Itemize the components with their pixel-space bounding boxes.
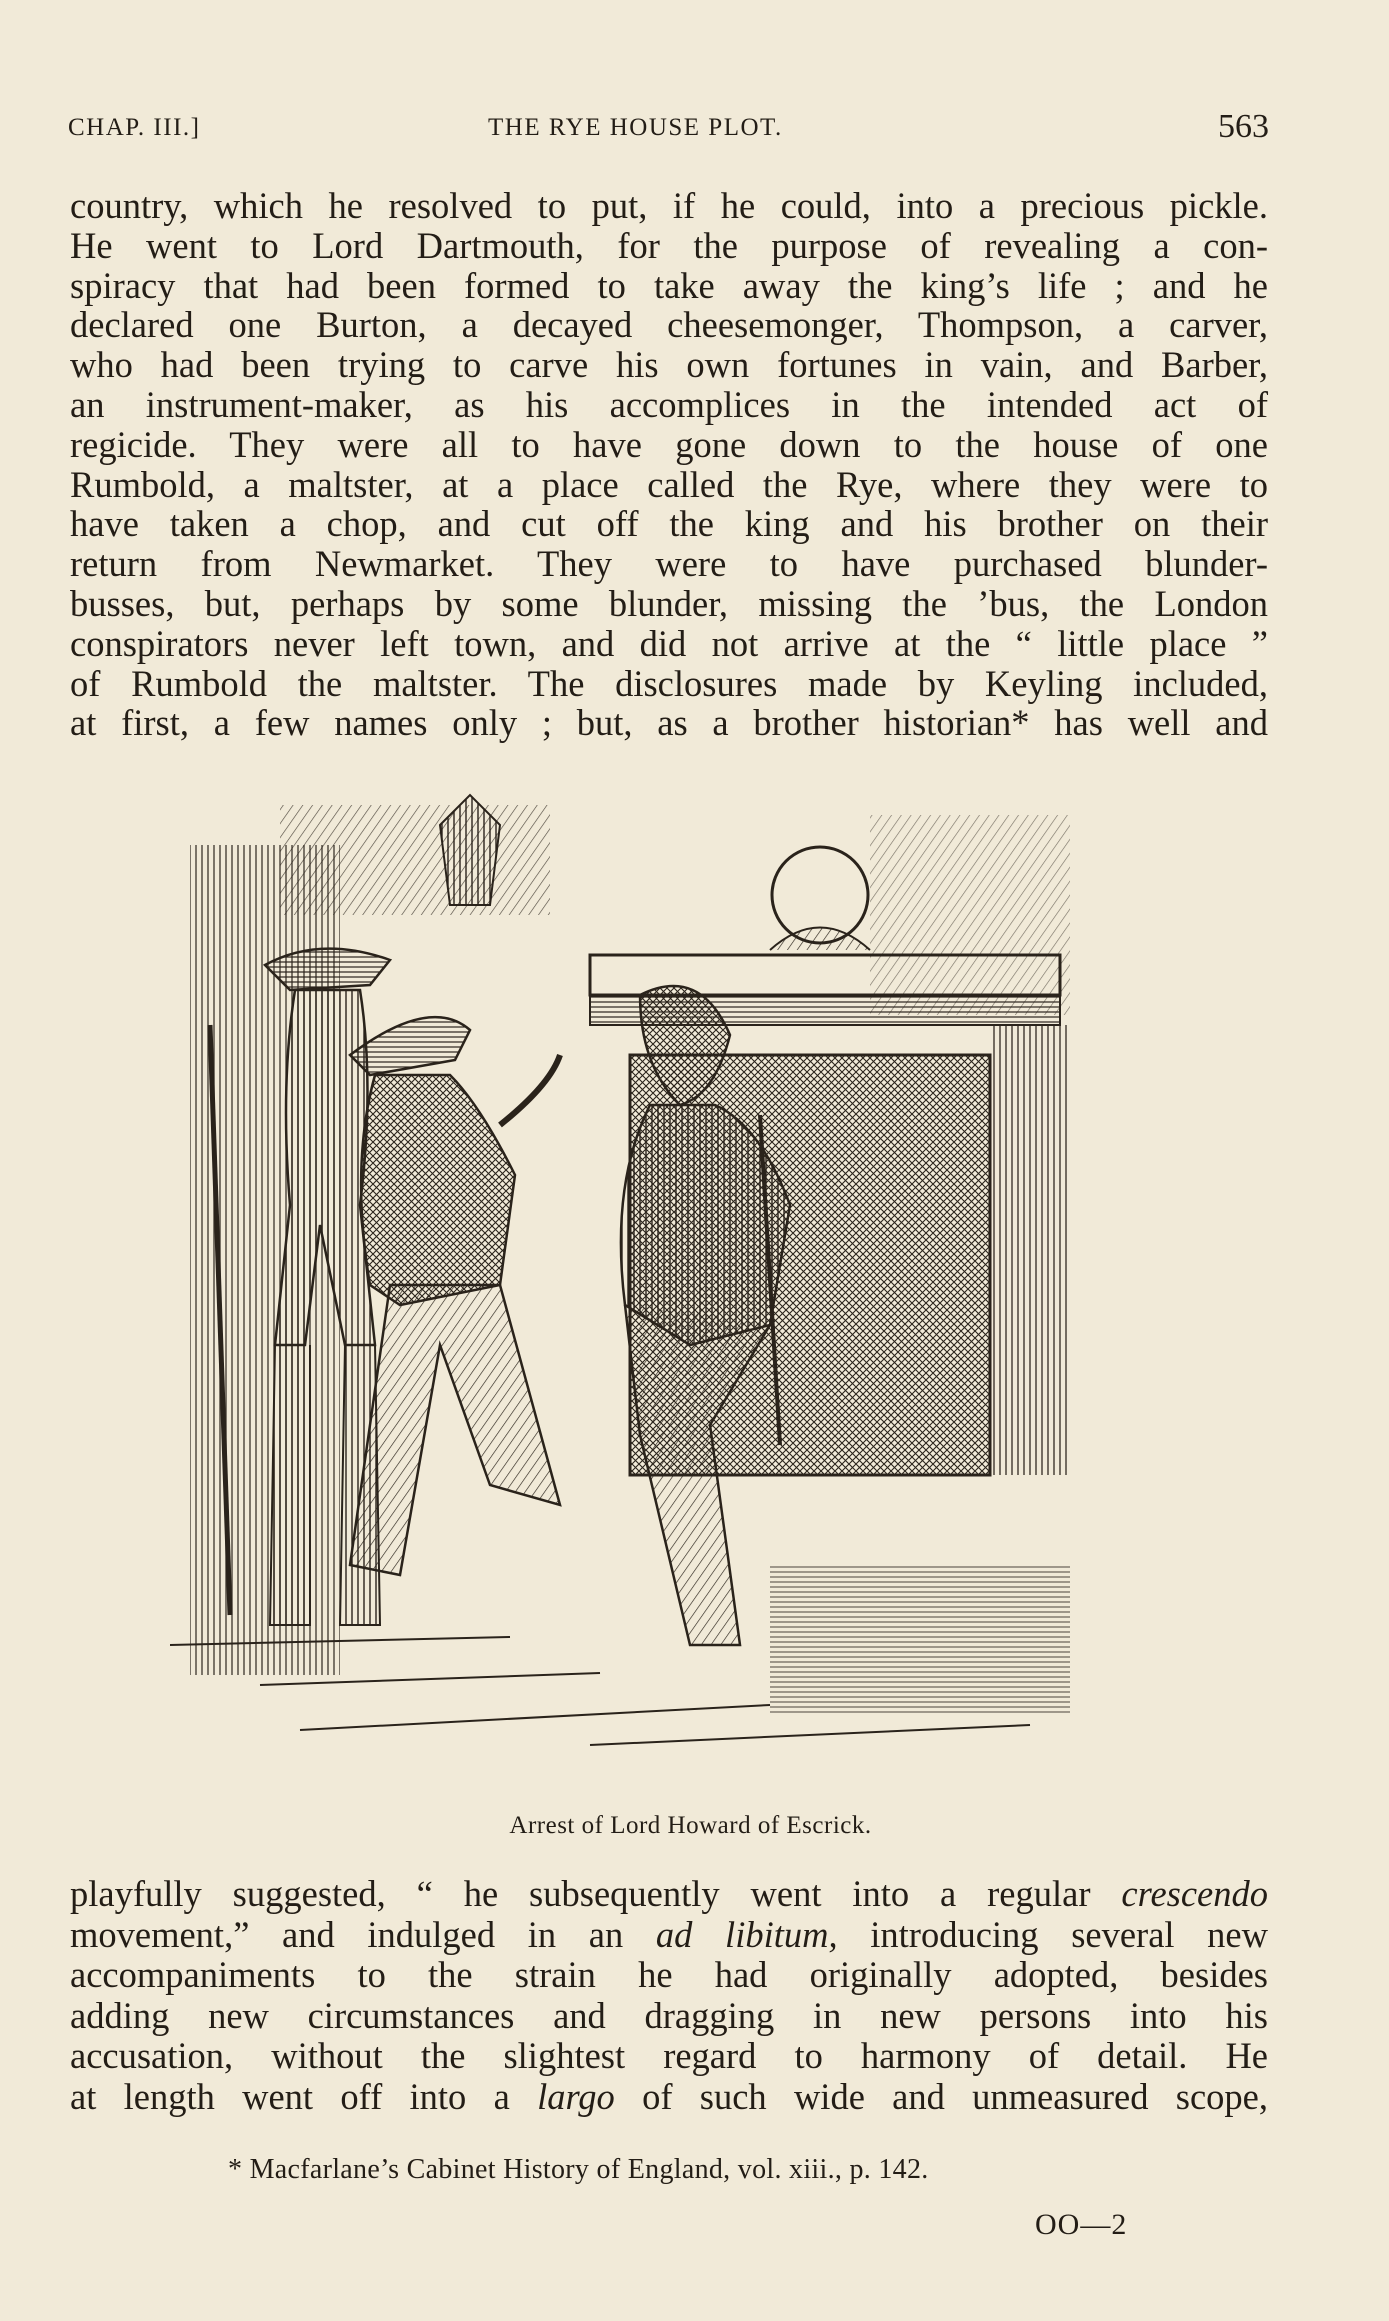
running-title: THE RYE HOUSE PLOT. bbox=[488, 114, 783, 141]
text-line: at first, a few names only ; but, as a brother historian* has well and bbox=[70, 702, 1268, 744]
chapter-label: CHAP. III.] bbox=[68, 114, 201, 141]
paragraph-bottom bbox=[70, 1874, 1268, 2117]
text-line: spiracy that had been formed to take away the king’s life ; and he bbox=[70, 264, 1268, 306]
text-line: regicide. They were all to have gone down to the house of one bbox=[70, 423, 1268, 465]
text-line bbox=[70, 2077, 1268, 2118]
text-line bbox=[70, 1874, 1268, 1915]
italic-term: ad libitum, bbox=[655, 1913, 838, 1955]
text-line: conspirators never left town, and did not arrive at the “ little place ” bbox=[70, 622, 1268, 664]
text-run: movement,” and indulged in an bbox=[70, 1913, 624, 1955]
italic-term: largo bbox=[537, 2075, 615, 2117]
footnote: * Macfarlane’s Cabinet History of England, vol. xiii., p. 142. bbox=[228, 2154, 929, 2185]
paragraph-top bbox=[70, 186, 1268, 743]
text-line bbox=[70, 1915, 1268, 1956]
text-line: declared one Burton, a decayed cheesemonger, Thompson, a carver, bbox=[70, 304, 1268, 346]
page-number: 563 bbox=[1218, 108, 1269, 145]
text-line: accusation, without the slightest regard to harmony of detail. He bbox=[70, 2035, 1268, 2076]
text-line: accompaniments to the strain he had originally adopted, besides bbox=[70, 1954, 1268, 1995]
caption-text: Arrest of Lord Howard of Escrick. bbox=[509, 1812, 872, 1839]
engraving-illustration bbox=[170, 785, 1170, 1780]
text-line: an instrument-maker, as his accomplices in the intended act of bbox=[70, 383, 1268, 425]
text-run: playfully suggested, “ he subsequently went into a regular bbox=[70, 1873, 1091, 1914]
text-line: who had been trying to carve his own fortunes in vain, and Barber, bbox=[70, 344, 1268, 386]
text-line: return from Newmarket. They were to have purchased blunder- bbox=[70, 543, 1268, 585]
text-line: country, which he resolved to put, if he could, into a precious pickle. bbox=[70, 185, 1268, 226]
text-line: busses, but, perhaps by some blunder, missing the ’bus, the London bbox=[70, 582, 1268, 624]
signature-mark: OO—2 bbox=[1035, 2208, 1128, 2241]
figure-caption bbox=[0, 1812, 1389, 1840]
text-run: of such wide and unmeasured scope, bbox=[642, 2075, 1269, 2117]
text-line: have taken a chop, and cut off the king and his brother on their bbox=[70, 503, 1268, 545]
text-run: at length went off into a bbox=[70, 2075, 510, 2117]
text-line: He went to Lord Dartmouth, for the purpose of revealing a con- bbox=[70, 224, 1268, 266]
text-line: adding new circumstances and dragging in new persons into his bbox=[70, 1994, 1268, 2036]
italic-term: crescendo bbox=[1121, 1873, 1268, 1914]
text-line: of Rumbold the maltster. The disclosures made by Keyling included, bbox=[70, 662, 1268, 704]
text-line: Rumbold, a maltster, at a place called the Rye, where they were to bbox=[70, 463, 1268, 505]
running-head bbox=[68, 108, 1269, 148]
text-run: introducing several new bbox=[870, 1913, 1268, 1955]
